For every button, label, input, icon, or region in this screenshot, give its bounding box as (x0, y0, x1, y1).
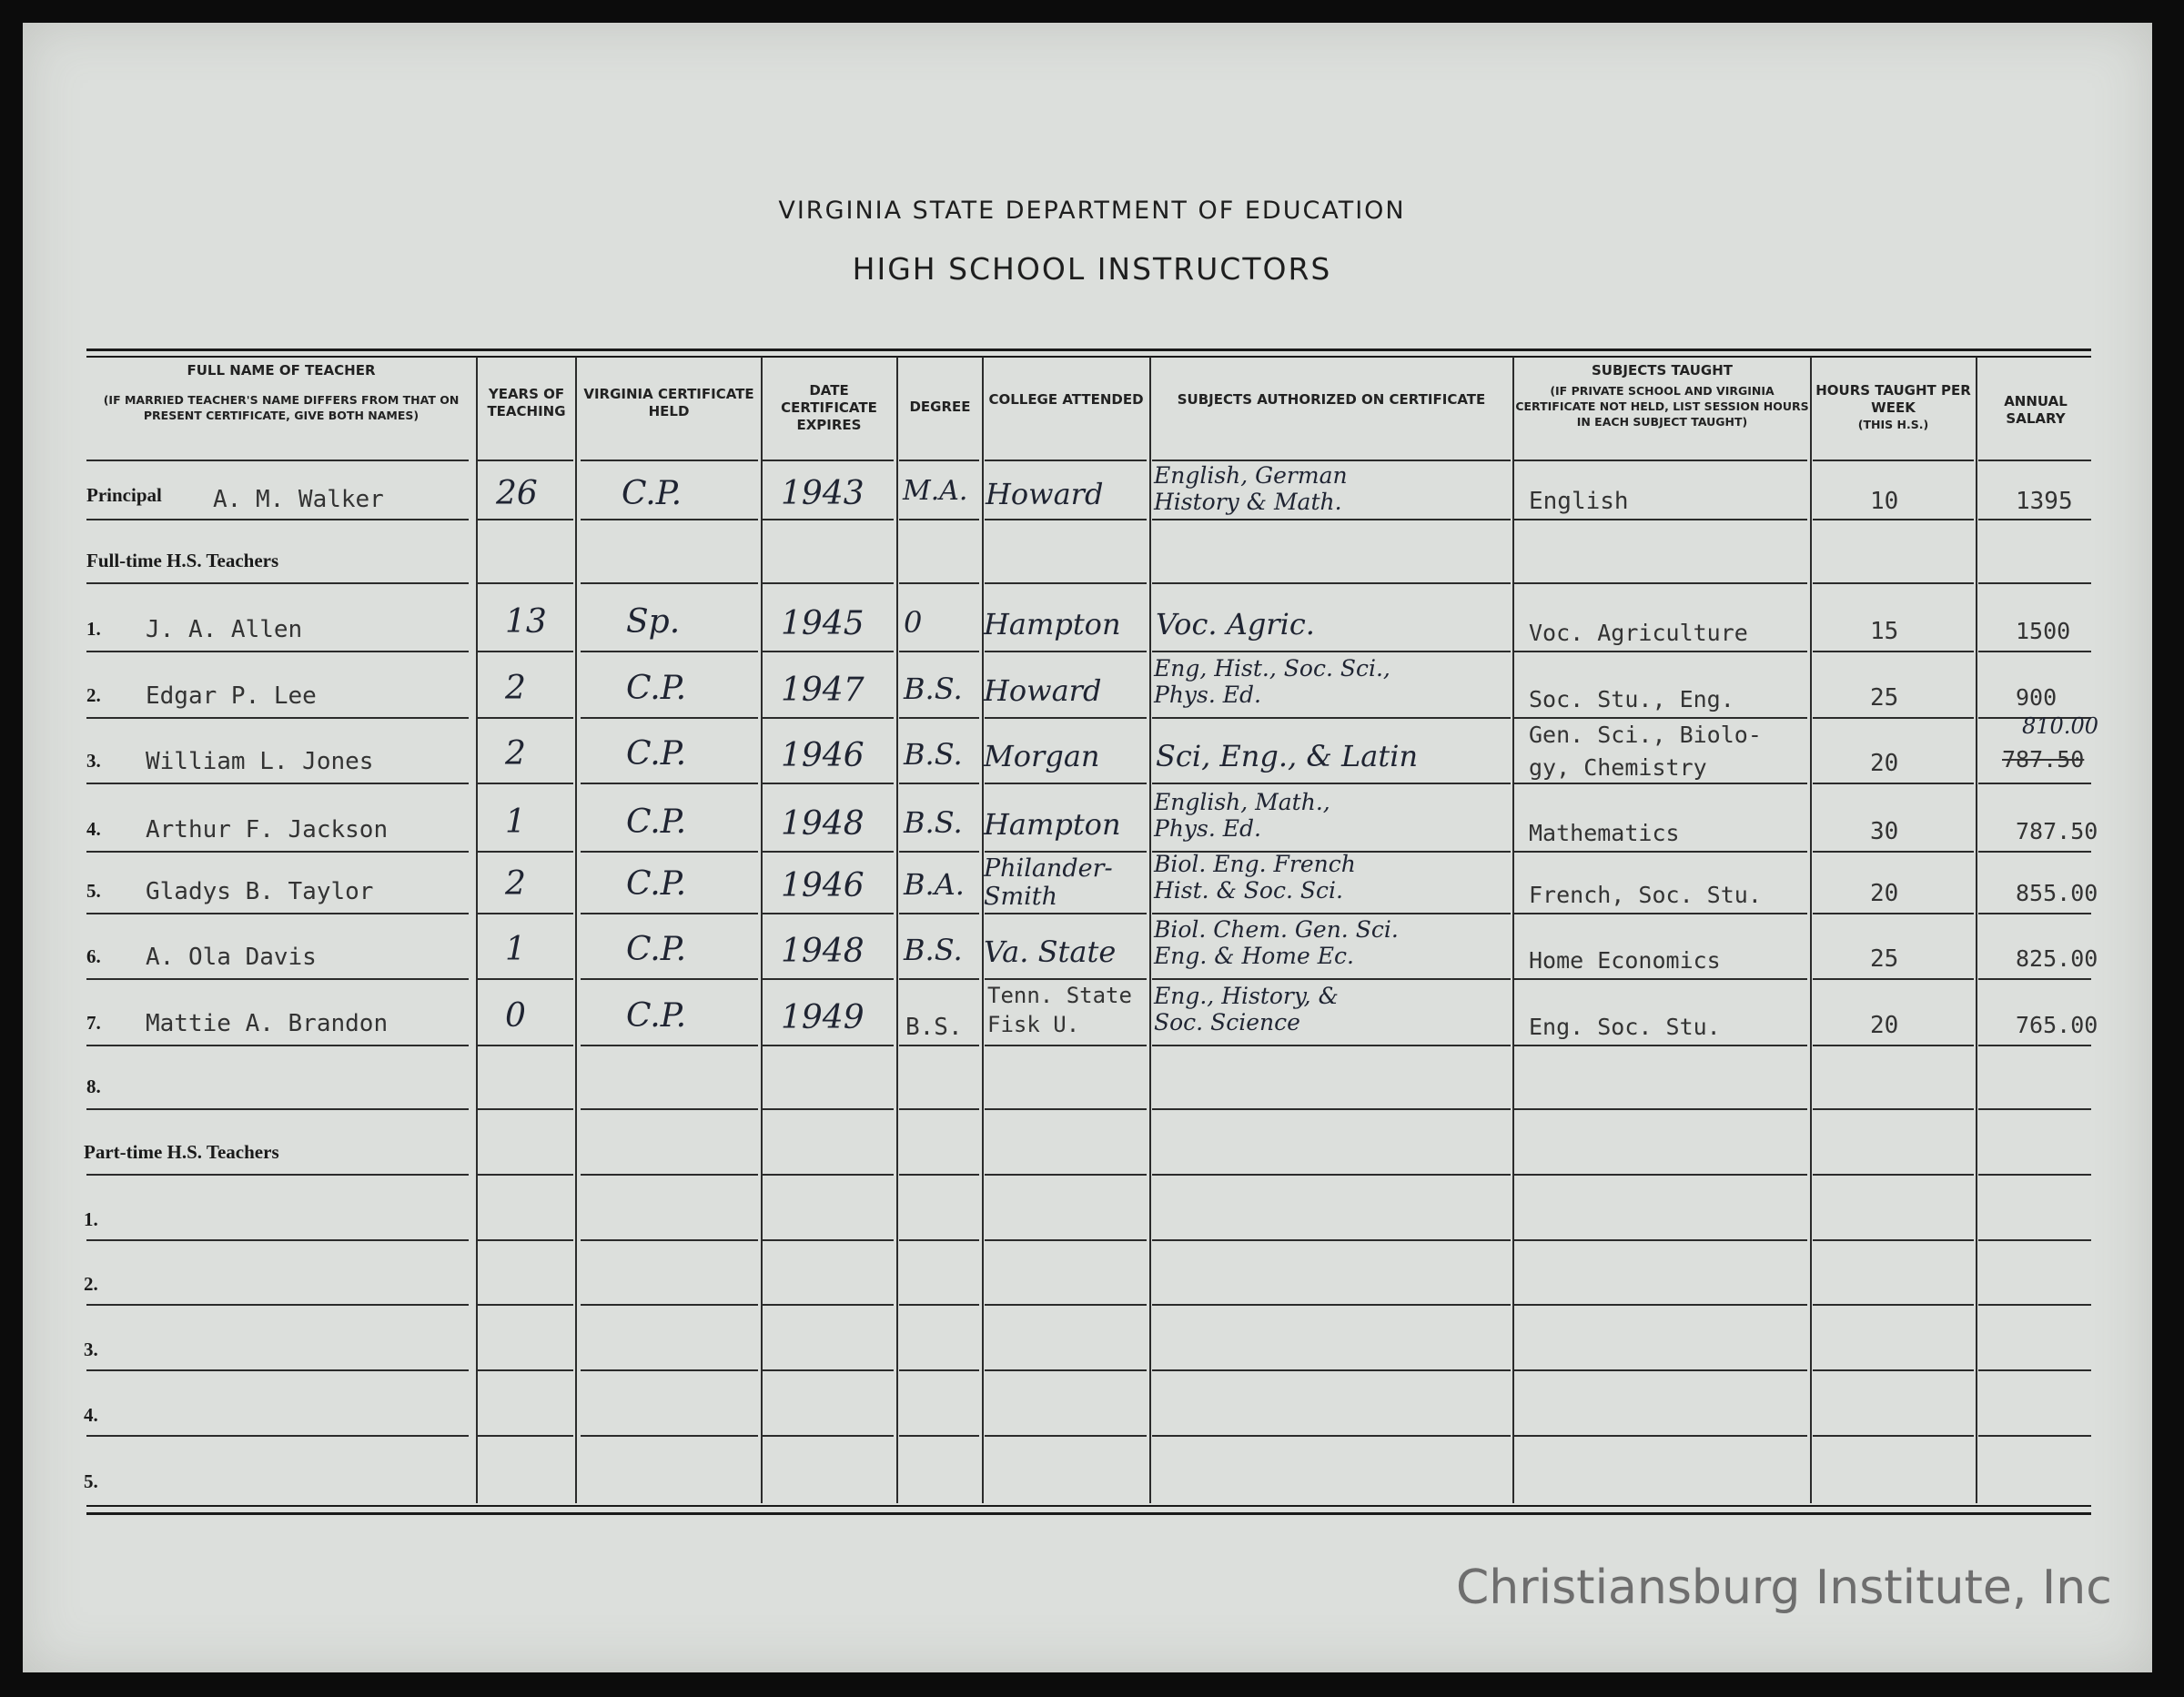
teacher-taught: Mathematics (1529, 820, 1680, 846)
row-line (899, 783, 979, 784)
teacher-name: William L. Jones (146, 748, 374, 775)
row-line (763, 651, 894, 652)
row-line (478, 1108, 573, 1110)
principal-years: 26 (496, 475, 538, 512)
row-line (86, 1174, 469, 1176)
row-line (763, 1369, 894, 1371)
row-line (478, 651, 573, 652)
teacher-certificate: C.P. (626, 670, 687, 707)
row-line (1813, 1435, 1974, 1437)
row-line (1978, 519, 2091, 520)
col-divider (1149, 357, 1151, 1503)
row-line (899, 1369, 979, 1371)
teacher-years: 1 (505, 803, 526, 841)
row-line (899, 913, 979, 914)
row-line (1152, 1369, 1511, 1371)
row-line (763, 1108, 894, 1110)
row-line (763, 783, 894, 784)
row-line (763, 1304, 894, 1306)
teacher-expires: 1948 (781, 933, 864, 970)
teacher-expires: 1945 (781, 605, 864, 642)
row-line (478, 851, 573, 853)
row-line (1152, 783, 1511, 784)
principal-certificate: C.P. (622, 475, 682, 512)
row-line (763, 913, 894, 914)
row-line (985, 717, 1147, 719)
row-line (86, 1304, 469, 1306)
row-line (899, 460, 979, 461)
row-line (1152, 717, 1511, 719)
teacher-authorized: English, Math., Phys. Ed. (1154, 789, 1330, 842)
teacher-authorized: Voc. Agric. (1156, 607, 1315, 641)
col-divider (896, 357, 898, 1503)
row-line (899, 978, 979, 980)
col-divider (575, 357, 577, 1503)
row-line (985, 978, 1147, 980)
teacher-certificate: C.P. (626, 803, 687, 841)
row-line (899, 1174, 979, 1176)
row-line (478, 519, 573, 520)
teacher-salary: 825.00 (2016, 945, 2098, 972)
row-line (86, 582, 469, 584)
row-line (1514, 460, 1807, 461)
principal-college: Howard (986, 477, 1104, 511)
teacher-college: Hampton (984, 607, 1121, 641)
row-line (899, 1045, 979, 1046)
row-line (1514, 978, 1807, 980)
teacher-certificate: C.P. (626, 865, 687, 903)
row-line (985, 913, 1147, 914)
row-line (581, 1435, 758, 1437)
row-line (86, 519, 469, 520)
teacher-hours: 25 (1870, 684, 1899, 712)
form-title: HIGH SCHOOL INSTRUCTORS (852, 251, 1332, 287)
row-line (581, 978, 758, 980)
row-line (1152, 1108, 1511, 1110)
row-line (899, 1239, 979, 1241)
row-line (985, 1304, 1147, 1306)
top-rule (86, 348, 2091, 351)
teacher-certificate: Sp. (626, 603, 681, 641)
teacher-hours: 20 (1870, 1012, 1899, 1039)
teacher-expires: 1948 (781, 805, 864, 843)
top-rule-inner (86, 356, 2091, 358)
row-line (86, 1369, 469, 1371)
teacher-authorized: Biol. Eng. French Hist. & Soc. Sci. (1154, 851, 1356, 904)
row-line (1514, 1239, 1807, 1241)
row-line (1514, 1435, 1807, 1437)
row-line (1813, 1108, 1974, 1110)
row-line (899, 717, 979, 719)
row-number: 8. (86, 1076, 101, 1097)
teacher-taught: French, Soc. Stu. (1529, 882, 1762, 908)
row-line (581, 1174, 758, 1176)
col-divider (1810, 357, 1812, 1503)
row-number: 4. (86, 818, 101, 840)
teacher-taught: Gen. Sci., Biolo- gy, Chemistry (1529, 722, 1762, 781)
row-line (763, 978, 894, 980)
row-line (86, 1108, 469, 1110)
header-certificate: VIRGINIA CERTIFICATE HELD (583, 386, 754, 419)
parttime-label: Part-time H.S. Teachers (84, 1141, 279, 1163)
row-line (899, 1435, 979, 1437)
row-line (1152, 1239, 1511, 1241)
teacher-certificate: C.P. (626, 997, 687, 1035)
row-line (1514, 1174, 1807, 1176)
row-line (1514, 651, 1807, 652)
row-line (1514, 913, 1807, 914)
col-divider (476, 357, 478, 1503)
row-line (1514, 582, 1807, 584)
row-line (1514, 519, 1807, 520)
row-line (1152, 1304, 1511, 1306)
row-line (1813, 978, 1974, 980)
bottom-rule (86, 1512, 2091, 1515)
row-line (581, 1369, 758, 1371)
row-line (899, 651, 979, 652)
row-line (478, 1174, 573, 1176)
row-line (1152, 913, 1511, 914)
row-line (985, 519, 1147, 520)
row-line (86, 1239, 469, 1241)
row-number: 4. (84, 1404, 98, 1426)
row-line (1514, 851, 1807, 853)
row-line (1978, 1304, 2091, 1306)
row-line (1813, 1239, 1974, 1241)
teacher-salary: 855.00 (2016, 880, 2098, 906)
row-line (985, 1108, 1147, 1110)
row-line (1152, 519, 1511, 520)
header-degree: DEGREE (909, 399, 971, 415)
principal-degree: M.A. (903, 475, 968, 507)
teacher-name: Mattie A. Brandon (146, 1010, 389, 1037)
row-line (86, 978, 469, 980)
row-line (581, 1045, 758, 1046)
row-line (1978, 460, 2091, 461)
row-line (478, 460, 573, 461)
row-line (1978, 913, 2091, 914)
row-line (478, 978, 573, 980)
principal-name: A. M. Walker (213, 486, 384, 513)
row-line (1152, 1045, 1511, 1046)
row-line (1813, 717, 1974, 719)
row-line (478, 1304, 573, 1306)
principal-label: Principal (86, 484, 162, 506)
row-line (763, 851, 894, 853)
teacher-hours: 30 (1870, 818, 1899, 845)
row-line (763, 519, 894, 520)
teacher-hours: 25 (1870, 945, 1899, 973)
row-line (985, 783, 1147, 784)
principal-expires: 1943 (781, 475, 864, 512)
teacher-certificate: C.P. (626, 735, 687, 773)
row-line (581, 1239, 758, 1241)
teacher-years: 1 (505, 931, 526, 968)
bottom-rule-inner (86, 1505, 2091, 1507)
row-line (985, 1369, 1147, 1371)
row-line (1813, 651, 1974, 652)
principal-salary: 1395 (2016, 488, 2073, 515)
teacher-name: Arthur F. Jackson (146, 816, 389, 843)
row-number: 1. (84, 1208, 98, 1230)
row-line (581, 1108, 758, 1110)
row-line (478, 1435, 573, 1437)
row-line (985, 651, 1147, 652)
teacher-years: 2 (505, 670, 526, 707)
col-divider (1976, 357, 1977, 1503)
row-line (1978, 1369, 2091, 1371)
header-authorized: SUBJECTS AUTHORIZED ON CERTIFICATE (1177, 391, 1486, 408)
row-number: 7. (86, 1012, 101, 1034)
teacher-degree: B.S. (904, 672, 963, 706)
row-line (1813, 460, 1974, 461)
teacher-expires: 1946 (781, 737, 864, 774)
row-line (985, 460, 1147, 461)
teacher-degree: B.S. (904, 805, 963, 840)
row-line (763, 1045, 894, 1046)
row-line (1978, 582, 2091, 584)
header-college: COLLEGE ATTENDED (988, 391, 1144, 408)
row-line (763, 1435, 894, 1437)
row-number: 2. (84, 1273, 98, 1295)
row-line (581, 460, 758, 461)
row-line (86, 1045, 469, 1046)
row-line (763, 582, 894, 584)
row-line (86, 717, 469, 719)
teacher-college: Tenn. State Fisk U. (987, 983, 1132, 1037)
teacher-salary: 787.50 (2016, 818, 2098, 844)
row-line (1813, 1174, 1974, 1176)
row-line (1978, 1239, 2091, 1241)
teacher-college: Philander- Smith (984, 854, 1113, 911)
row-line (1813, 783, 1974, 784)
row-line (581, 851, 758, 853)
teacher-degree: B.A. (904, 867, 965, 902)
row-line (1813, 851, 1974, 853)
row-line (1813, 1304, 1974, 1306)
teacher-taught: Home Economics (1529, 947, 1721, 974)
principal-authorized: English, German History & Math. (1154, 462, 1348, 515)
row-line (1152, 978, 1511, 980)
row-line (1813, 1369, 1974, 1371)
row-line (1152, 582, 1511, 584)
row-line (1514, 1369, 1807, 1371)
teacher-hours: 20 (1870, 750, 1899, 777)
row-line (899, 851, 979, 853)
row-line (763, 1174, 894, 1176)
teacher-college: Morgan (984, 739, 1100, 773)
teacher-degree: B.S. (904, 933, 963, 967)
watermark: Christiansburg Institute, Inc (1456, 1561, 2112, 1615)
teacher-salary: 900 (2016, 684, 2058, 711)
teacher-college: Va. State (984, 934, 1117, 969)
teacher-authorized: Biol. Chem. Gen. Sci. Eng. & Home Ec. (1154, 916, 1399, 969)
teacher-degree: 0 (904, 605, 923, 640)
teacher-name: J. A. Allen (146, 616, 303, 643)
department-title: VIRGINIA STATE DEPARTMENT OF EDUCATION (778, 197, 1406, 225)
row-line (1514, 1045, 1807, 1046)
row-line (1978, 1435, 2091, 1437)
teacher-name: Edgar P. Lee (146, 682, 317, 710)
row-line (478, 717, 573, 719)
row-line (86, 851, 469, 853)
teacher-name: Gladys B. Taylor (146, 878, 374, 905)
row-line (581, 582, 758, 584)
row-line (899, 1304, 979, 1306)
col-divider (1512, 357, 1514, 1503)
teacher-years: 2 (505, 865, 526, 903)
row-line (1978, 651, 2091, 652)
row-line (985, 1174, 1147, 1176)
row-line (985, 1239, 1147, 1241)
teacher-authorized: Sci, Eng., & Latin (1156, 739, 1419, 773)
row-line (1152, 460, 1511, 461)
row-line (86, 913, 469, 914)
row-line (1813, 519, 1974, 520)
teacher-expires: 1946 (781, 867, 864, 904)
row-line (478, 1239, 573, 1241)
row-number: 3. (84, 1338, 98, 1360)
row-number: 6. (86, 945, 101, 967)
teacher-salary: 1500 (2016, 618, 2071, 644)
row-line (1514, 783, 1807, 784)
row-line (1152, 651, 1511, 652)
principal-hours: 10 (1870, 488, 1899, 515)
row-line (478, 1369, 573, 1371)
teacher-college: Hampton (984, 807, 1121, 842)
row-line (899, 582, 979, 584)
col-divider (982, 357, 984, 1503)
row-line (1813, 913, 1974, 914)
row-line (86, 460, 469, 461)
teacher-years: 13 (505, 603, 547, 641)
row-number: 5. (86, 880, 101, 902)
row-line (1514, 1108, 1807, 1110)
header-taught: SUBJECTS TAUGHT (IF PRIVATE SCHOOL AND VIRGINIA CERTIFICATE NOT HELD, LIST SESSION HOURS IN EACH SUBJECT TAUGHT) (1515, 362, 1809, 429)
teacher-authorized: Eng., History, & Soc. Science (1154, 983, 1339, 1035)
row-line (581, 1304, 758, 1306)
row-line (1813, 582, 1974, 584)
teacher-taught: Eng. Soc. Stu. (1529, 1014, 1721, 1040)
row-line (581, 519, 758, 520)
row-line (478, 582, 573, 584)
row-line (581, 651, 758, 652)
row-line (985, 851, 1147, 853)
row-line (1978, 1045, 2091, 1046)
row-line (985, 1435, 1147, 1437)
row-line (581, 913, 758, 914)
teacher-hours: 15 (1870, 618, 1899, 645)
header-salary: ANNUAL SALARY (2004, 393, 2068, 427)
row-line (86, 651, 469, 652)
row-line (1152, 1435, 1511, 1437)
row-line (1978, 978, 2091, 980)
header-expires: DATE CERTIFICATE EXPIRES (781, 382, 877, 433)
row-number: 5. (84, 1470, 98, 1492)
teacher-years: 0 (505, 997, 526, 1035)
row-line (899, 1108, 979, 1110)
teacher-salary: 787.50 (2002, 746, 2085, 773)
row-line (763, 717, 894, 719)
teacher-certificate: C.P. (626, 931, 687, 968)
teacher-taught: Voc. Agriculture (1529, 620, 1748, 646)
row-number: 2. (86, 684, 101, 706)
row-line (581, 783, 758, 784)
row-line (985, 582, 1147, 584)
teacher-name: A. Ola Davis (146, 944, 317, 971)
row-line (581, 717, 758, 719)
fulltime-label: Full-time H.S. Teachers (86, 550, 279, 571)
principal-taught: English (1529, 488, 1629, 515)
row-line (763, 1239, 894, 1241)
salary-correction: 810.00 (2022, 713, 2098, 739)
row-line (1813, 1045, 1974, 1046)
row-line (86, 783, 469, 784)
teacher-hours: 20 (1870, 880, 1899, 907)
row-line (86, 1435, 469, 1437)
teacher-degree: B.S. (904, 737, 963, 772)
teacher-college: Howard (984, 673, 1102, 708)
row-line (1978, 851, 2091, 853)
row-line (1152, 1174, 1511, 1176)
row-line (1978, 1108, 2091, 1110)
teacher-degree: B.S. (905, 1014, 963, 1041)
teacher-authorized: Eng, Hist., Soc. Sci., Phys. Ed. (1154, 655, 1390, 708)
row-line (478, 783, 573, 784)
row-line (1978, 1174, 2091, 1176)
teacher-years: 2 (505, 735, 526, 773)
row-line (1514, 1304, 1807, 1306)
teacher-taught: Soc. Stu., Eng. (1529, 686, 1734, 712)
col-divider (761, 357, 763, 1503)
teacher-expires: 1947 (781, 672, 864, 709)
row-line (1978, 783, 2091, 784)
header-name: FULL NAME OF TEACHER (IF MARRIED TEACHER'S NAME DIFFERS FROM THAT ON PRESENT CERTIFICATE, GIVE BOTH NAMES) (103, 362, 460, 422)
header-years: YEARS OF TEACHING (487, 386, 566, 419)
header-hours: HOURS TAUGHT PER WEEK (THIS H.S.) (1815, 382, 1971, 431)
row-number: 3. (86, 750, 101, 772)
teacher-expires: 1949 (781, 999, 864, 1036)
row-line (899, 519, 979, 520)
row-line (985, 1045, 1147, 1046)
row-line (763, 460, 894, 461)
row-line (478, 1045, 573, 1046)
teacher-salary: 765.00 (2016, 1012, 2098, 1038)
row-line (478, 913, 573, 914)
row-number: 1. (86, 618, 101, 640)
